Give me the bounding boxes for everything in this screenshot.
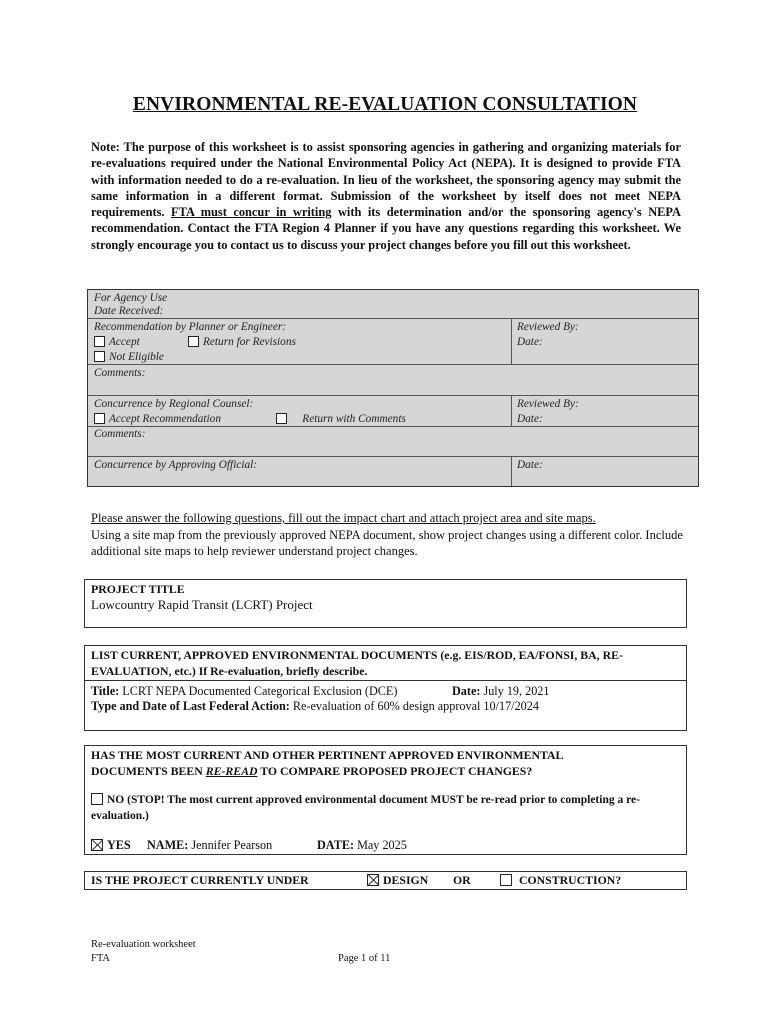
counsel-comments-label: Comments: xyxy=(94,428,146,440)
yes-checkbox[interactable] xyxy=(91,839,103,851)
documents-action-label: Type and Date of Last Federal Action: xyxy=(91,699,290,713)
official-row xyxy=(88,457,698,486)
construction-label: CONSTRUCTION? xyxy=(518,873,622,887)
reread-no-text: NO (STOP! The most current approved environmental document MUST be re-read prior to completing a re-evaluation.) xyxy=(91,794,640,822)
for-agency-use-label: For Agency Use xyxy=(94,292,168,304)
reread-date-value: May 2025 xyxy=(357,838,407,852)
official-date-label: Date: xyxy=(517,459,543,471)
document-title: ENVIRONMENTAL RE-EVALUATION CONSULTATION xyxy=(132,94,638,115)
note-text-2: with its determination and/or the sponsoring agency's NEPA recommendation. Contact the FTA Region 4 Planner if you have any questions regarding this worksheet. We strongly encourage you to contact us to discuss your project changes before you fill out this worksheet. xyxy=(91,205,682,252)
footer-line1: Re-evaluation worksheet xyxy=(91,939,196,950)
instructions-text: Using a site map from the previously approved NEPA document, show project changes using a different color. Include additional site maps to help reviewer understand project changes. xyxy=(91,527,683,558)
return-for-revisions-checkbox[interactable] xyxy=(188,336,199,347)
documents-date-value: July 19, 2021 xyxy=(483,684,550,698)
date-label: Date: xyxy=(517,336,543,348)
project-title-section xyxy=(84,579,687,628)
accept-checkbox[interactable] xyxy=(94,336,105,347)
project-title-value[interactable]: Lowcountry Rapid Transit (LCRT) Project xyxy=(91,597,313,612)
documents-divider xyxy=(85,680,686,681)
recommendation-label: Recommendation by Planner or Engineer: xyxy=(94,321,286,333)
counsel-date-label: Date: xyxy=(517,413,543,425)
reread-date-field[interactable] xyxy=(317,837,407,853)
accept-recommendation-option[interactable] xyxy=(94,412,221,427)
reread-name-field[interactable] xyxy=(147,837,272,853)
return-for-revisions-label: Return for Revisions xyxy=(203,336,296,348)
accept-recommendation-label: Accept Recommendation xyxy=(109,413,221,425)
column-divider xyxy=(511,457,512,486)
note-text-1: Note: The purpose of this worksheet is to assist sponsoring agencies in gathering and organizing materials for re-evaluations required under the National Environmental Policy Act (NEPA). It is designed to provide FTA with information needed to do a re-evaluation. In lieu of the worksheet, the sponsoring agency may submit the same information in a different format. Submission of the worksheet by itself does not meet NEPA requirements. xyxy=(91,140,681,220)
footer-left xyxy=(91,938,196,965)
reread-yes-option[interactable] xyxy=(91,837,131,853)
design-checkbox[interactable] xyxy=(367,874,379,886)
reread-emphasis: RE-READ xyxy=(205,763,258,778)
return-with-comments-label: Return with Comments xyxy=(302,413,406,425)
documents-action-line[interactable] xyxy=(91,698,539,714)
instructions-underlined: Please answer the following questions, fill out the impact chart and attach project area and site maps. xyxy=(91,511,596,525)
accept-option[interactable] xyxy=(94,335,140,350)
counsel-row xyxy=(88,396,698,427)
comments-label: Comments: xyxy=(94,367,146,379)
design-option[interactable] xyxy=(367,873,428,889)
concurrence-counsel-label: Concurrence by Regional Counsel: xyxy=(94,398,254,410)
no-checkbox[interactable] xyxy=(91,793,103,805)
project-status-label: IS THE PROJECT CURRENTLY UNDER xyxy=(91,873,309,887)
reread-heading-part1: HAS THE MOST CURRENT AND OTHER PERTINENT APPROVED ENVIRONMENTAL DOCUMENTS BEEN xyxy=(91,748,563,778)
documents-date-label: Date: xyxy=(452,684,481,698)
construction-option[interactable] xyxy=(500,873,621,889)
date-received-label: Date Received: xyxy=(94,305,164,317)
return-for-revisions-option[interactable] xyxy=(188,335,296,350)
documents-section xyxy=(84,645,687,731)
reread-no-option[interactable] xyxy=(91,793,671,824)
column-divider xyxy=(511,319,512,364)
project-title-heading: PROJECT TITLE xyxy=(91,582,185,596)
design-label: DESIGN xyxy=(383,873,429,887)
name-value: Jennifer Pearson xyxy=(191,838,273,852)
note-underlined-text: FTA must concur in writing xyxy=(171,205,332,220)
documents-heading: LIST CURRENT, APPROVED ENVIRONMENTAL DOCUMENTS (e.g. EIS/ROD, EA/FONSI, BA, RE-EVALUATION, etc.) If Re-evaluation, briefly describe. xyxy=(91,648,623,678)
counsel-comments-row xyxy=(88,427,698,457)
documents-action-value: Re-evaluation of 60% design approval 10/17/2024 xyxy=(292,699,539,713)
construction-checkbox[interactable] xyxy=(500,874,512,886)
concurrence-official-label: Concurrence by Approving Official: xyxy=(94,459,258,471)
comments-row xyxy=(88,365,698,396)
or-label: OR xyxy=(453,873,471,887)
reread-section xyxy=(84,745,687,855)
not-eligible-checkbox[interactable] xyxy=(94,351,105,362)
counsel-reviewed-by-label: Reviewed By: xyxy=(517,398,579,410)
not-eligible-option[interactable] xyxy=(94,350,164,365)
agency-use-row xyxy=(88,290,698,319)
name-label: NAME: xyxy=(147,838,189,852)
project-status-section xyxy=(84,871,687,890)
accept-label: Accept xyxy=(109,336,140,348)
agency-use-table xyxy=(87,289,699,487)
recommendation-row xyxy=(88,319,698,365)
not-eligible-label: Not Eligible xyxy=(109,351,164,363)
instructions-paragraph xyxy=(91,510,691,560)
reread-heading-part2: TO COMPARE PROPOSED PROJECT CHANGES? xyxy=(257,763,533,778)
return-with-comments-option[interactable] xyxy=(276,412,406,427)
footer-line2: FTA xyxy=(91,952,110,964)
reread-heading xyxy=(91,748,611,779)
documents-title-line[interactable] xyxy=(91,683,397,699)
documents-title-label: Title: xyxy=(91,684,120,698)
yes-label: YES xyxy=(107,838,131,852)
accept-recommendation-checkbox[interactable] xyxy=(94,413,105,424)
documents-date-line[interactable] xyxy=(452,683,550,699)
note-paragraph xyxy=(91,139,681,253)
documents-title-value: LCRT NEPA Documented Categorical Exclusion (DCE) xyxy=(122,684,398,698)
column-divider xyxy=(511,396,512,426)
page-number: Page 1 of 11 xyxy=(338,953,391,964)
return-with-comments-checkbox[interactable] xyxy=(276,413,287,424)
reviewed-by-label: Reviewed By: xyxy=(517,321,579,333)
reread-date-label: DATE: xyxy=(317,838,355,852)
